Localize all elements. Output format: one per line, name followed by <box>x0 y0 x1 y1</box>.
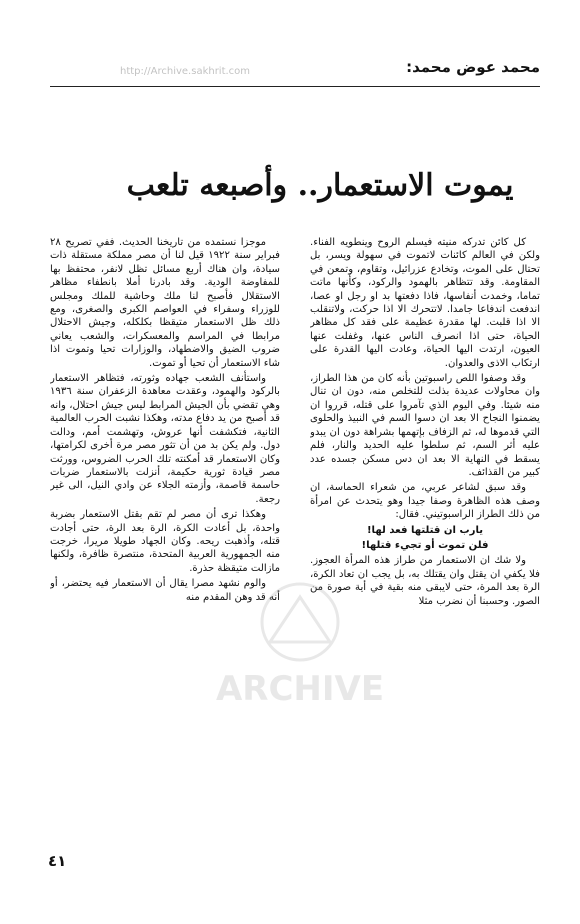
watermark-url: http://Archive.sakhrit.com <box>120 66 251 77</box>
poem-verse: يارب ان قتلتها فعد لها! <box>366 524 484 536</box>
watermark-text: ARCHIVE <box>215 669 385 709</box>
paragraph: وقد سبق لشاعر عربي، من شعراء الحماسة، ان وصف هذه الظاهرة وصفا جيدا وهو يتحدث عن امرأة من ذلك الطراز الراسبوتيني. فقال: <box>310 482 540 521</box>
article-headline: يموت الاستعمار.. وأصبعه تلعب <box>126 168 514 203</box>
paragraph: واستأنف الشعب جهاده وثورته، فتظاهر الاستعمار بالركود والهمود، وعقدت معاهدة الزعفران سنة ١٩٣٦ وهي تقضي بأن الجيش المرابط ليس جيش احتلال، وانه قد أصبح من يد دفاع مدته، وهكذا نشبت الحرب العالمية الثانية، فتكشفت أنها عروش، وتهشمت أمم، ودالت دول. ولم يكن بد من أن تثور مصر مرة أخرى لكرامتها، وكان الاستعمار قد أمكنته تلك الحرب الضروس، وورثت مصر قيادة ثورية حكيمة، أنزلت بالاستعمار ضربات حاسمة قاصمة، وأزمته الجلاء عن وادي النيل، الى غير رجعة. <box>50 373 280 505</box>
article-column-right <box>310 236 540 806</box>
paragraph: موجزا نستمده من تاريخنا الحديث. ففي تصريح ٢٨ فبراير سنة ١٩٢٢ قيل لنا أن مصر مملكة مستقلة ذات سيادة، وان هناك أربع مسائل تظل لانفر، محتفظ بها للمفاوضة الودية. وقد بادرنا أملا بانطفاء مظاهر الاستقلال فأصبح لنا ملك وحاشية للملك ومجلس للوزراء وسفراء في العواصم الكبرى والصغرى، ومع ذلك ظل الاستعمار متيقظا بكلكله، وجيش الاحتلال مرابطا في المراسم والمعسكرات، والشعب يعاني ضروب الضيق والاضطهاد، والوزارات تحيا وتموت اذا شاء الاستعمار أن تحيا أو تموت. <box>50 237 280 369</box>
author-byline: محمد عوض محمد: <box>406 58 540 76</box>
poem-verse: فلن تموت أو تجيء قتلها! <box>361 539 489 551</box>
paragraph: كل كائن تدركه منيته فيسلم الروح وينطويه الفناء. ولكن في العالم كائنات لاتموت في سهولة ويسر، بل تحتال على الموت، وتخادع عزرائيل، وتقاوم، وتمعن في المقاومة. وقد تتظاهر بالهمود والركود، وكأنها ماتت تماما، وخمدت أنفاسها، فاذا دفعتها بد او رجل او عصا، اندفعت اندفاعا جامدا. لاتتحرك الا اذا حركت، ولاتنقلب الا اذا قلبت. لها مقدرة عظيمة على فقد كل مظاهر الحياة، حتى اذا انصرف الناس عنها، وغفلت عنها العيون، ارتدت اليها الحياة، وعادت اليها القدرة على ارتكاب الاذى والعدوان. <box>310 237 540 369</box>
header-rule <box>50 86 540 87</box>
paragraph: والوم نشهد مصرا يقال أن الاستعمار فيه يحتضر، أو أنه قد وهن المقدم منه <box>50 578 280 603</box>
paragraph: ولا شك ان الاستعمار من طراز هذه المرأة العجوز. فلا يكفي ان يقتل وان يقتلك به، بل يجب ان تعاد الكرة، الرة بعد المرة، حتى لايبقى منه بقية في أية صورة من الصور. وحسبنا أن نضرب مثلا <box>310 555 540 607</box>
page-number: ٤١ <box>48 852 67 870</box>
paragraph: وقد وصفوا اللص راسبوتين بأنه كان من هذا الطراز، وان محاولات عديدة بذلت للتخلص منه، دون ان تنال منه شيئا. وفي اليوم الذي تآمروا على قتله، قرروا ان يضمنوا النجاح الا بعد ان دسوا السم في النبيذ والحلوى التي قدموها له، ثم الزفاف بإتهمها بشراهة دون ان يبدو عليه أثر السم، ثم سلطوا عليه الحديد والنار، فلم يسقط في النهاية الا بعد ان دس مسكن جسده عدد كبير من القذائف. <box>310 373 540 478</box>
article-column-left <box>50 236 280 806</box>
paragraph: وهكذا ترى أن مصر لم تقم بقتل الاستعمار بضربة واحدة، بل أعادت الكرة، الرة بعد الرة، حتى أجادت قتله، وأذهبت ريحه. وكان الجهاد طويلا مريرا، خرجت منه الجمهورية العربية المتحدة، منتصرة ظافرة، ولكنها مازالت متيقظة حذرة. <box>50 509 280 574</box>
